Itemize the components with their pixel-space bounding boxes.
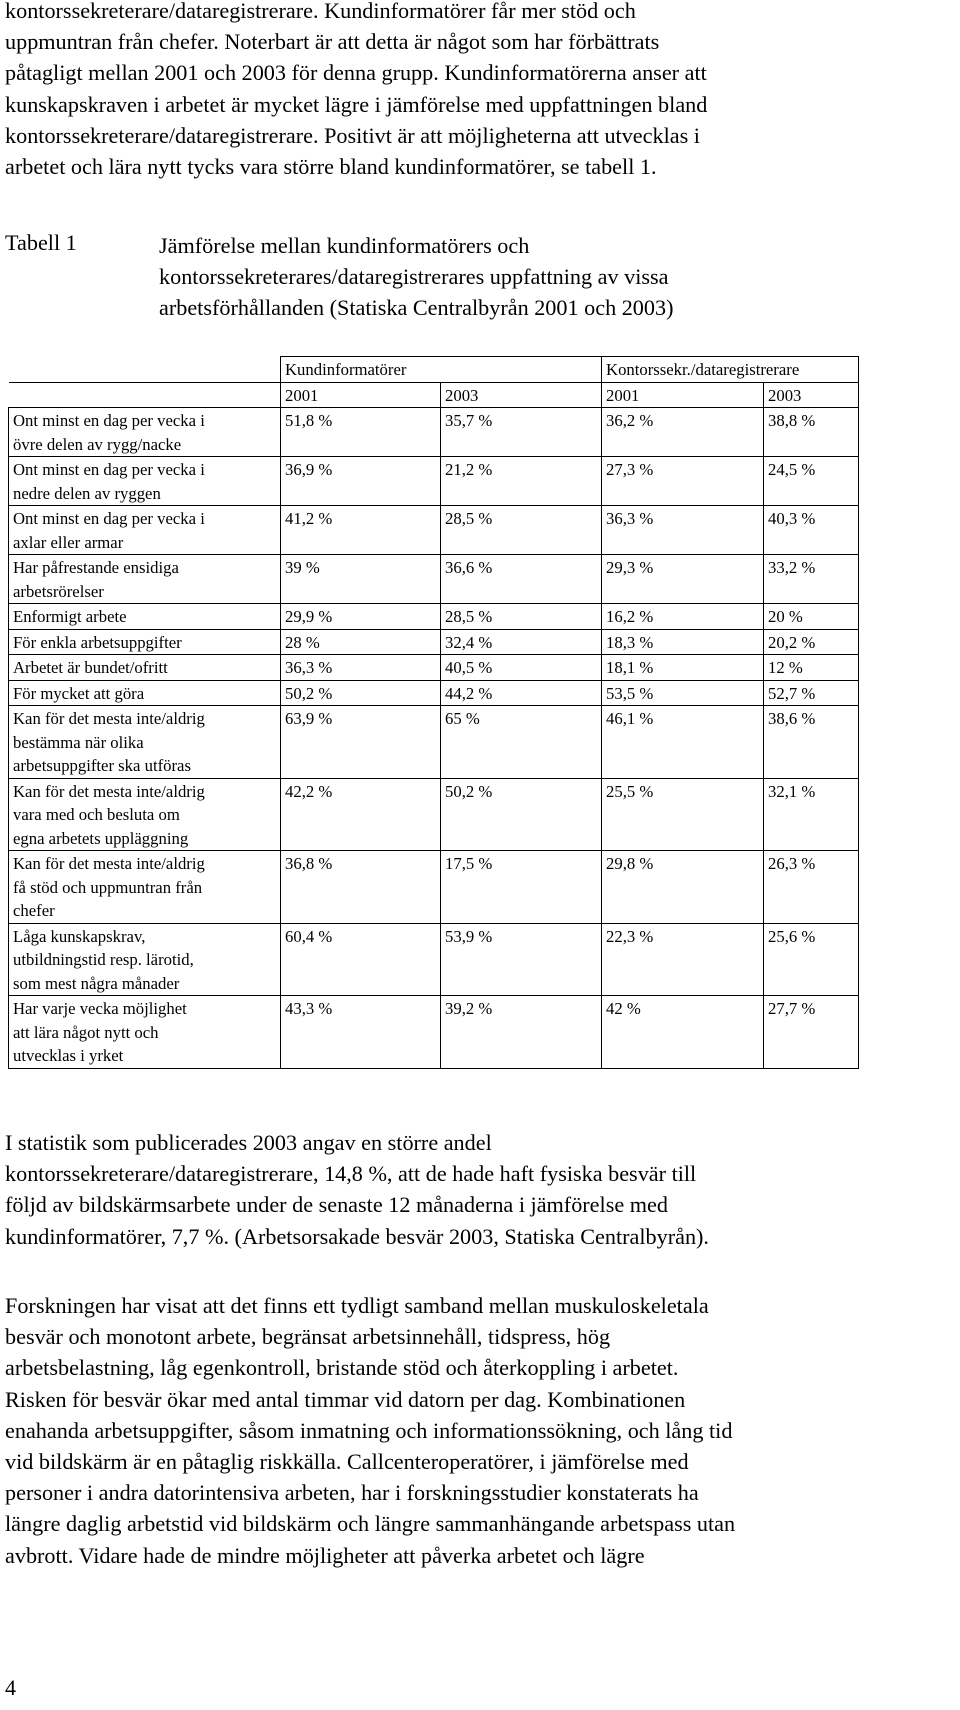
row-label bbox=[9, 457, 281, 506]
value-cell: 42 % bbox=[602, 996, 764, 1069]
value-cell: 18,3 % bbox=[602, 629, 764, 655]
row-label bbox=[9, 851, 281, 924]
table-row bbox=[9, 408, 859, 457]
value-cell: 51,8 % bbox=[281, 408, 441, 457]
value-cell: 44,2 % bbox=[441, 680, 602, 706]
text-line: arbetet och lära nytt tycks vara större bland kundinformatörer, se tabell 1. bbox=[5, 153, 657, 179]
row-label bbox=[9, 680, 281, 706]
row-label-line: chefer bbox=[13, 901, 55, 920]
value-cell: 53,9 % bbox=[441, 923, 602, 996]
row-label-line: egna arbetets uppläggning bbox=[13, 828, 189, 848]
value-cell: 17,5 % bbox=[441, 851, 602, 924]
text-line: påtagligt mellan 2001 och 2003 för denna grupp. Kundinformatörerna anser att bbox=[5, 60, 707, 86]
text-line: I statistik som publicerades 2003 angav en större andel bbox=[5, 1130, 492, 1155]
value-cell: 36,9 % bbox=[281, 457, 441, 506]
value-cell: 20,2 % bbox=[764, 629, 859, 655]
row-label-line: arbetsuppgifter ska utföras bbox=[13, 756, 191, 775]
page-number: 4 bbox=[5, 1675, 16, 1700]
row-label-line: Ont minst en dag per vecka i bbox=[13, 509, 205, 528]
research-paragraph bbox=[5, 1290, 955, 1571]
row-label-line: att lära något nytt och bbox=[13, 1022, 159, 1042]
text-line: kontorssekreterare/dataregistrerare. Kundinformatörer får mer stöd och bbox=[5, 0, 636, 23]
header-empty-cell bbox=[9, 382, 281, 408]
comparison-table bbox=[8, 356, 859, 1069]
row-label-line: övre delen av rygg/nacke bbox=[13, 434, 182, 454]
row-label bbox=[9, 408, 281, 457]
row-label-line: För enkla arbetsuppgifter bbox=[13, 632, 182, 652]
row-label-line: Ont minst en dag per vecka i bbox=[13, 411, 205, 430]
value-cell: 60,4 % bbox=[281, 923, 441, 996]
text-line: följd av bildskärmsarbete under de senaste 12 månaderna i jämförelse med bbox=[5, 1192, 668, 1218]
value-cell: 38,6 % bbox=[764, 706, 859, 779]
year-header: 2001 bbox=[281, 382, 441, 408]
group-header-row bbox=[9, 357, 859, 383]
row-label-line: Enformigt arbete bbox=[13, 607, 127, 626]
value-cell: 52,7 % bbox=[764, 680, 859, 706]
statistics-paragraph bbox=[5, 1127, 955, 1252]
year-header: 2003 bbox=[764, 382, 859, 408]
table-row bbox=[9, 996, 859, 1069]
value-cell: 25,5 % bbox=[602, 778, 764, 851]
row-label-line: arbetsrörelser bbox=[13, 581, 104, 601]
value-cell: 27,3 % bbox=[602, 457, 764, 506]
row-label-line: utvecklas i yrket bbox=[13, 1046, 124, 1065]
value-cell: 16,2 % bbox=[602, 604, 764, 630]
text-line: Forskningen har visat att det finns ett tydligt samband mellan muskuloskeletala bbox=[5, 1293, 709, 1318]
row-label-line: Har påfrestande ensidiga bbox=[13, 558, 179, 577]
caption-line: Jämförelse mellan kundinformatörers och bbox=[159, 233, 530, 258]
row-label-line: som mest några månader bbox=[13, 973, 180, 993]
value-cell: 50,2 % bbox=[441, 778, 602, 851]
table-row bbox=[9, 629, 859, 655]
table-row bbox=[9, 457, 859, 506]
text-line: kontorssekreterare/dataregistrerare. Positivt är att möjligheterna att utvecklas i bbox=[5, 122, 700, 148]
value-cell: 40,5 % bbox=[441, 655, 602, 681]
value-cell: 36,8 % bbox=[281, 851, 441, 924]
value-cell: 24,5 % bbox=[764, 457, 859, 506]
value-cell: 39 % bbox=[281, 555, 441, 604]
value-cell: 42,2 % bbox=[281, 778, 441, 851]
value-cell: 18,1 % bbox=[602, 655, 764, 681]
value-cell: 32,1 % bbox=[764, 778, 859, 851]
value-cell: 28 % bbox=[281, 629, 441, 655]
row-label-line: utbildningstid resp. lärotid, bbox=[13, 950, 194, 969]
row-label-line: Arbetet är bundet/ofritt bbox=[13, 658, 168, 677]
value-cell: 12 % bbox=[764, 655, 859, 681]
row-label-line: Kan för det mesta inte/aldrig bbox=[13, 709, 205, 728]
value-cell: 29,8 % bbox=[602, 851, 764, 924]
value-cell: 21,2 % bbox=[441, 457, 602, 506]
value-cell: 25,6 % bbox=[764, 923, 859, 996]
value-cell: 27,7 % bbox=[764, 996, 859, 1069]
value-cell: 46,1 % bbox=[602, 706, 764, 779]
row-label-line: För mycket att göra bbox=[13, 683, 145, 703]
row-label-line: vara med och besluta om bbox=[13, 805, 180, 824]
value-cell: 43,3 % bbox=[281, 996, 441, 1069]
table-row bbox=[9, 655, 859, 681]
row-label bbox=[9, 778, 281, 851]
text-line: kundinformatörer, 7,7 %. (Arbetsorsakade besvär 2003, Statiska Centralbyrån). bbox=[5, 1223, 709, 1249]
table-row bbox=[9, 923, 859, 996]
year-header: 2001 bbox=[602, 382, 764, 408]
row-label bbox=[9, 996, 281, 1069]
text-line: avbrott. Vidare hade de mindre möjligheter att påverka arbetet och lägre bbox=[5, 1542, 645, 1568]
table-row bbox=[9, 706, 859, 779]
group-header-kontorssekr: Kontorssekr./dataregistrerare bbox=[602, 357, 859, 383]
text-line: längre daglig arbetstid vid bildskärm och längre sammanhängande arbetspass utan bbox=[5, 1511, 736, 1537]
year-header: 2003 bbox=[441, 382, 602, 408]
text-line: kunskapskraven i arbetet är mycket lägre i jämförelse med uppfattningen bland bbox=[5, 91, 708, 117]
value-cell: 32,4 % bbox=[441, 629, 602, 655]
value-cell: 33,2 % bbox=[764, 555, 859, 604]
text-line: uppmuntran från chefer. Noterbart är att detta är något som har förbättrats bbox=[5, 29, 660, 55]
table-row bbox=[9, 506, 859, 555]
row-label bbox=[9, 923, 281, 996]
value-cell: 22,3 % bbox=[602, 923, 764, 996]
value-cell: 36,6 % bbox=[441, 555, 602, 604]
value-cell: 41,2 % bbox=[281, 506, 441, 555]
table-row bbox=[9, 778, 859, 851]
table-row bbox=[9, 680, 859, 706]
value-cell: 39,2 % bbox=[441, 996, 602, 1069]
value-cell: 29,3 % bbox=[602, 555, 764, 604]
row-label-line: axlar eller armar bbox=[13, 532, 124, 552]
value-cell: 26,3 % bbox=[764, 851, 859, 924]
group-header-kundinformatorer: Kundinformatörer bbox=[281, 357, 602, 383]
caption-line: arbetsförhållanden (Statiska Centralbyrån 2001 och 2003) bbox=[159, 295, 674, 320]
value-cell: 20 % bbox=[764, 604, 859, 630]
row-label-line: Ont minst en dag per vecka i bbox=[13, 460, 205, 479]
text-line: Risken för besvär ökar med antal timmar vid datorn per dag. Kombinationen bbox=[5, 1386, 686, 1412]
row-label bbox=[9, 604, 281, 630]
text-line: arbetsbelastning, låg egenkontroll, bristande stöd och återkoppling i arbetet. bbox=[5, 1355, 679, 1381]
year-header-row bbox=[9, 382, 859, 408]
row-label-line: bestämma när olika bbox=[13, 732, 144, 752]
table-row bbox=[9, 851, 859, 924]
value-cell: 38,8 % bbox=[764, 408, 859, 457]
table-caption-label: Tabell 1 bbox=[5, 230, 77, 255]
row-label-line: Kan för det mesta inte/aldrig bbox=[13, 854, 205, 873]
text-line: enahanda arbetsuppgifter, såsom inmatning och informationssökning, och lång tid bbox=[5, 1417, 733, 1443]
value-cell: 35,7 % bbox=[441, 408, 602, 457]
table-row bbox=[9, 604, 859, 630]
caption-line: kontorssekreterares/dataregistrerares uppfattning av vissa bbox=[159, 264, 669, 289]
text-line: personer i andra datorintensiva arbeten, har i forskningsstudier konstaterats ha bbox=[5, 1480, 699, 1506]
header-empty-cell bbox=[9, 357, 281, 383]
row-label-line: nedre delen av ryggen bbox=[13, 483, 161, 503]
text-line: vid bildskärm är en påtaglig riskkälla. Callcenteroperatörer, i jämförelse med bbox=[5, 1448, 689, 1474]
value-cell: 65 % bbox=[441, 706, 602, 779]
intro-paragraph bbox=[5, 0, 955, 182]
row-label-line: få stöd och uppmuntran från bbox=[13, 877, 203, 897]
value-cell: 63,9 % bbox=[281, 706, 441, 779]
value-cell: 40,3 % bbox=[764, 506, 859, 555]
row-label bbox=[9, 706, 281, 779]
value-cell: 36,2 % bbox=[602, 408, 764, 457]
value-cell: 53,5 % bbox=[602, 680, 764, 706]
value-cell: 36,3 % bbox=[281, 655, 441, 681]
value-cell: 36,3 % bbox=[602, 506, 764, 555]
row-label-line: Låga kunskapskrav, bbox=[13, 926, 146, 946]
row-label-line: Kan för det mesta inte/aldrig bbox=[13, 781, 205, 801]
row-label bbox=[9, 506, 281, 555]
value-cell: 50,2 % bbox=[281, 680, 441, 706]
row-label bbox=[9, 629, 281, 655]
row-label-line: Har varje vecka möjlighet bbox=[13, 999, 187, 1018]
text-line: kontorssekreterare/dataregistrerare, 14,8 %, att de hade haft fysiska besvär till bbox=[5, 1161, 697, 1187]
text-line: besvär och monotont arbete, begränsat arbetsinnehåll, tidspress, hög bbox=[5, 1324, 611, 1350]
value-cell: 28,5 % bbox=[441, 506, 602, 555]
table-row bbox=[9, 555, 859, 604]
value-cell: 28,5 % bbox=[441, 604, 602, 630]
row-label bbox=[9, 555, 281, 604]
row-label bbox=[9, 655, 281, 681]
value-cell: 29,9 % bbox=[281, 604, 441, 630]
table-caption-text bbox=[159, 230, 673, 323]
